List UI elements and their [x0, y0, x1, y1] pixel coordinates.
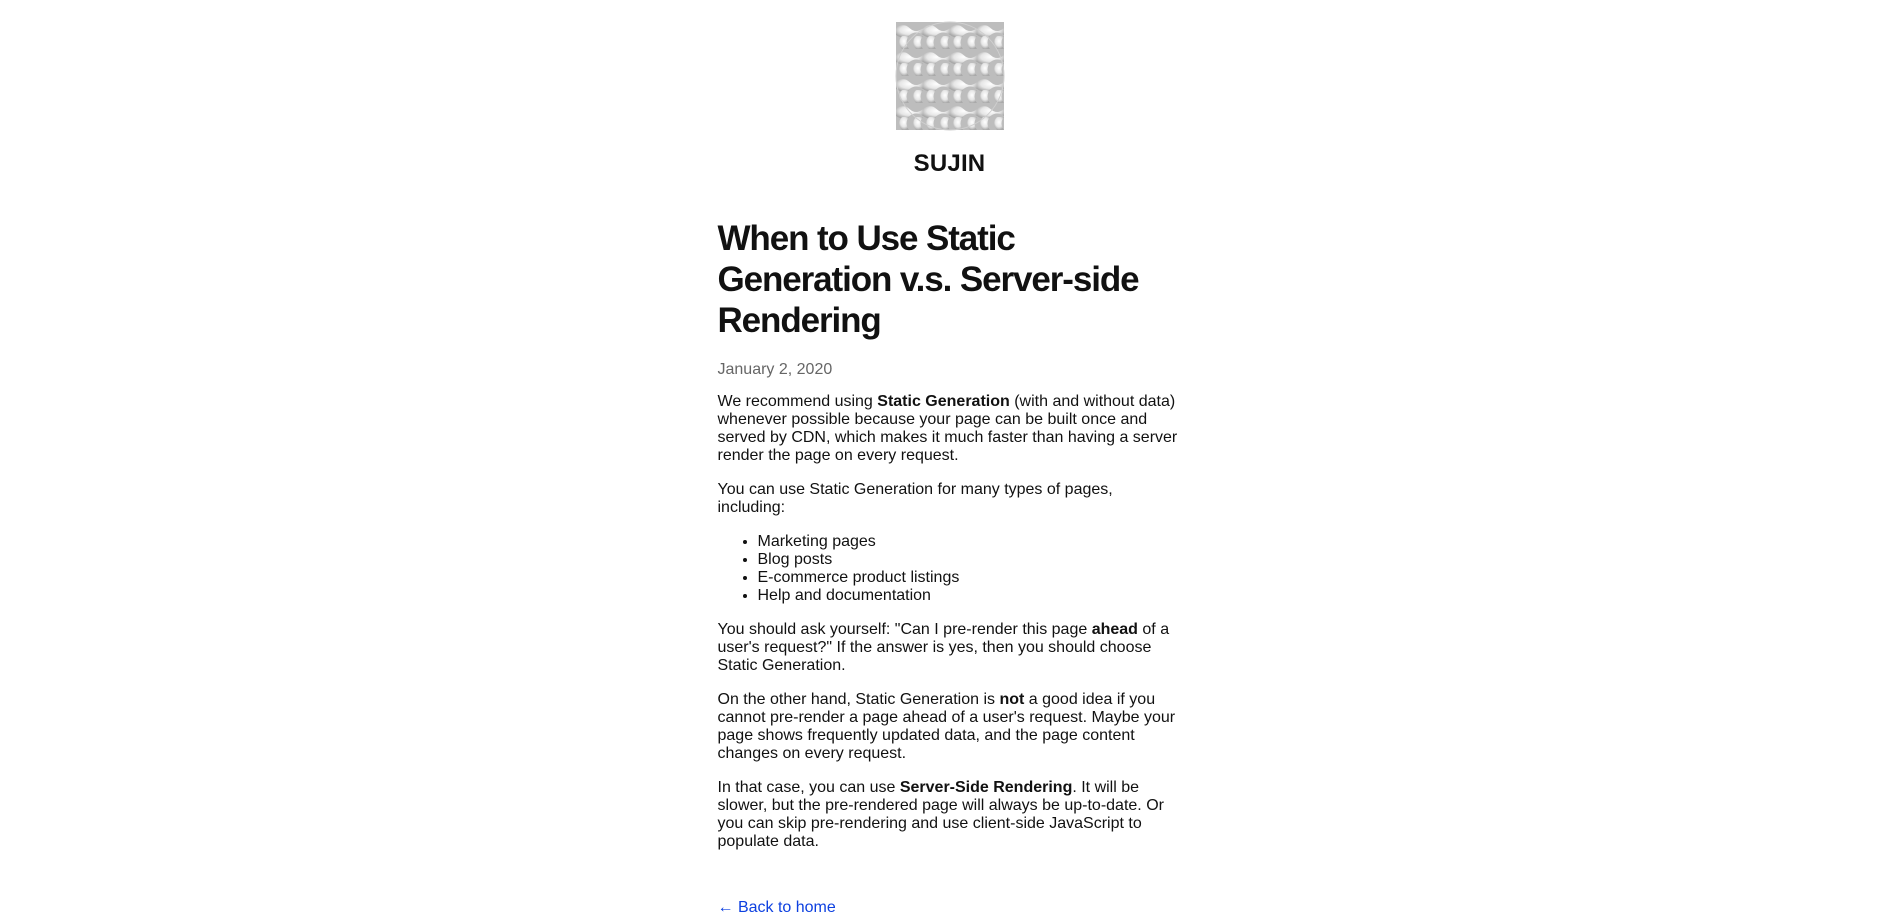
site-name: SUJIN [913, 150, 986, 177]
list-item: • Blog posts [758, 551, 1182, 569]
woven-pattern-avatar-icon [896, 22, 1004, 130]
paragraph-3-text-end: of a user's request?" If the answer is yes, then you should choose Static Generation. [717, 621, 1170, 674]
list-item: • E-commerce product listings [758, 569, 1182, 587]
post-title: When to Use Static Generation v.s. Server-side Rendering [717, 219, 1139, 340]
paragraph-3 [718, 621, 1182, 675]
paragraph-5-text-end: . It will be slower, but the pre-rendered page will always be up-to-date. Or you can skip pre-rendering and use client-side JavaScript to populate data. [717, 779, 1164, 850]
site-header [718, 22, 1182, 178]
page-types-list [718, 533, 1182, 605]
back-to-home-link[interactable]: ← Back to home [717, 899, 836, 916]
paragraph-4 [718, 691, 1182, 763]
post-article [718, 218, 1182, 917]
paragraph-5-bold: Server-Side Rendering [899, 779, 1073, 796]
paragraph-5-text-start: In that case, you can use [717, 779, 900, 796]
avatar [896, 22, 1004, 130]
post-date: January 2, 2020 [717, 361, 833, 378]
page-container [718, 0, 1182, 917]
paragraph-4-text-start: On the other hand, Static Generation is [717, 691, 1000, 708]
paragraph-1 [718, 393, 1182, 465]
paragraph-2: You can use Static Generation for many types of pages, including: [717, 481, 1113, 516]
paragraph-1-text-start: We recommend using [717, 393, 878, 410]
list-item: • Help and documentation [758, 587, 1182, 605]
paragraph-4-text-end: a good idea if you cannot pre-render a page ahead of a user's request. Maybe your page shows frequently updated data, and the page content changes on every request. [717, 691, 1176, 762]
post-body [718, 393, 1182, 851]
paragraph-3-bold: ahead [1091, 621, 1138, 638]
paragraph-1-text-end: (with and without data) whenever possible because your page can be built once and served by CDN, which makes it much faster than having a server render the page on every request. [717, 393, 1178, 464]
list-item: • Marketing pages [758, 533, 1182, 551]
paragraph-1-bold: Static Generation [877, 393, 1010, 410]
paragraph-4-bold: not [999, 691, 1025, 708]
paragraph-5 [718, 779, 1182, 851]
paragraph-3-text-start: You should ask yourself: "Can I pre-render this page [717, 621, 1092, 638]
